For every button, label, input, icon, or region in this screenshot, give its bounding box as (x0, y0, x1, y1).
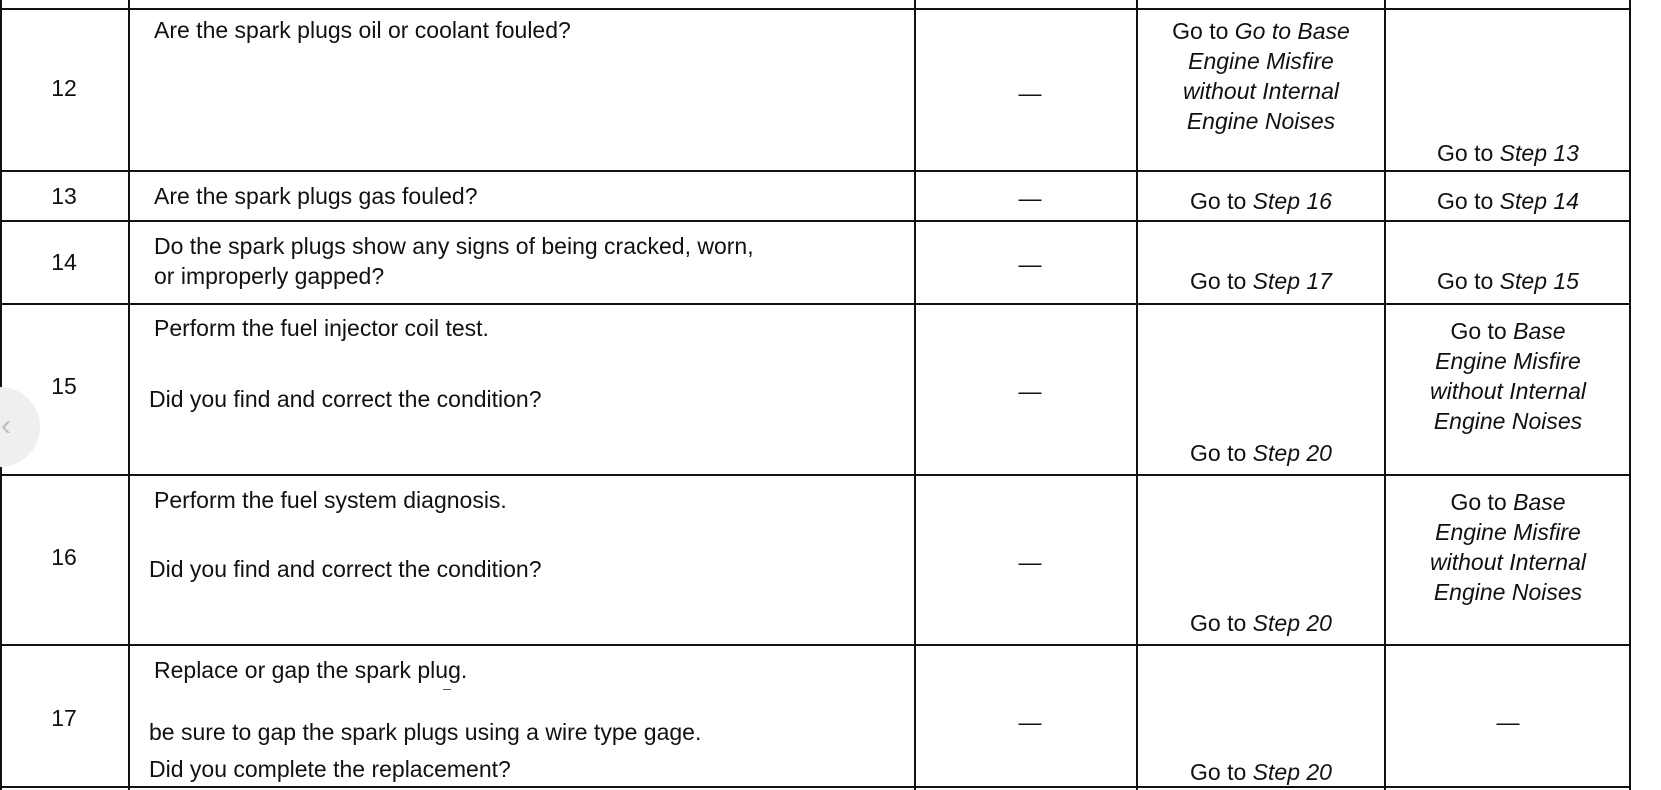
question-text: Did you find and correct the condition? (149, 386, 542, 412)
value-cell: — (1018, 378, 1042, 404)
no-action-line: Engine Misfire (1435, 348, 1581, 374)
no-action-line: Go to Base (1450, 489, 1566, 515)
row-divider-bottom (0, 786, 1631, 788)
no-action[interactable] (1386, 487, 1630, 607)
question-text: Are the spark plugs oil or coolant fouled? (154, 17, 571, 43)
yes-action[interactable]: Go to Step 20 (1190, 610, 1332, 636)
question-text: Perform the fuel system diagnosis. (154, 487, 507, 513)
no-action[interactable] (1386, 316, 1630, 436)
row-divider-12 (0, 170, 1631, 172)
row-divider-top (0, 8, 1631, 10)
yes-action[interactable]: Go to Step 16 (1190, 188, 1332, 214)
question-text: be sure to gap the spark plugs using a wire type gage. (149, 719, 702, 745)
step-number: 14 (51, 249, 77, 275)
yes-action[interactable]: Go to Step 20 (1190, 440, 1332, 466)
no-action-line: Engine Misfire (1435, 519, 1581, 545)
row-divider-13 (0, 220, 1631, 222)
chevron-left-icon: ‹ (1, 409, 11, 442)
no-action-line: without Internal (1430, 549, 1586, 575)
column-divider-action (914, 0, 916, 790)
question-text: Perform the fuel injector coil test. (154, 315, 489, 341)
step-number: 17 (51, 705, 77, 731)
yes-action[interactable]: Go to Step 17 (1190, 268, 1332, 294)
step-number: 13 (51, 183, 77, 209)
value-cell: — (1018, 549, 1042, 575)
question-text: Did you complete the replacement? (149, 756, 511, 782)
value-cell: — (1018, 185, 1042, 211)
row-divider-16 (0, 644, 1631, 646)
column-divider-step (128, 0, 130, 790)
yes-action-line: Engine Misfire (1188, 48, 1334, 74)
value-cell: — (1018, 251, 1042, 277)
step-number: 16 (51, 544, 77, 570)
step-number: 15 (51, 373, 77, 399)
yes-action[interactable] (1138, 16, 1384, 136)
question-text: Do the spark plugs show any signs of being cracked, worn, (154, 233, 754, 259)
value-cell: — (1018, 80, 1042, 106)
question-text: Are the spark plugs gas fouled? (154, 183, 478, 209)
question-text: Replace or gap the spark plug. (154, 657, 468, 683)
row-divider-15 (0, 474, 1631, 476)
no-action-line: Engine Noises (1433, 408, 1583, 434)
scan-mark (443, 689, 451, 690)
no-action[interactable]: Go to Step 13 (1437, 140, 1579, 166)
yes-action-line: without Internal (1183, 78, 1339, 104)
no-action[interactable]: Go to Step 15 (1437, 268, 1579, 294)
value-cell: — (1018, 709, 1042, 735)
yes-action[interactable]: Go to Step 20 (1190, 759, 1332, 785)
no-action[interactable]: Go to Step 14 (1437, 188, 1579, 214)
question-text: Did you find and correct the condition? (149, 556, 542, 582)
no-action-line: without Internal (1430, 378, 1586, 404)
no-action-line: Engine Noises (1433, 579, 1583, 605)
question-text: or improperly gapped? (154, 263, 385, 289)
row-divider-14 (0, 303, 1631, 305)
yes-action-line: Go to Go to Base (1172, 18, 1350, 44)
yes-action-line: Engine Noises (1186, 108, 1336, 134)
step-number: 12 (51, 75, 77, 101)
no-action-line: Go to Base (1450, 318, 1566, 344)
no-action: — (1496, 709, 1520, 735)
